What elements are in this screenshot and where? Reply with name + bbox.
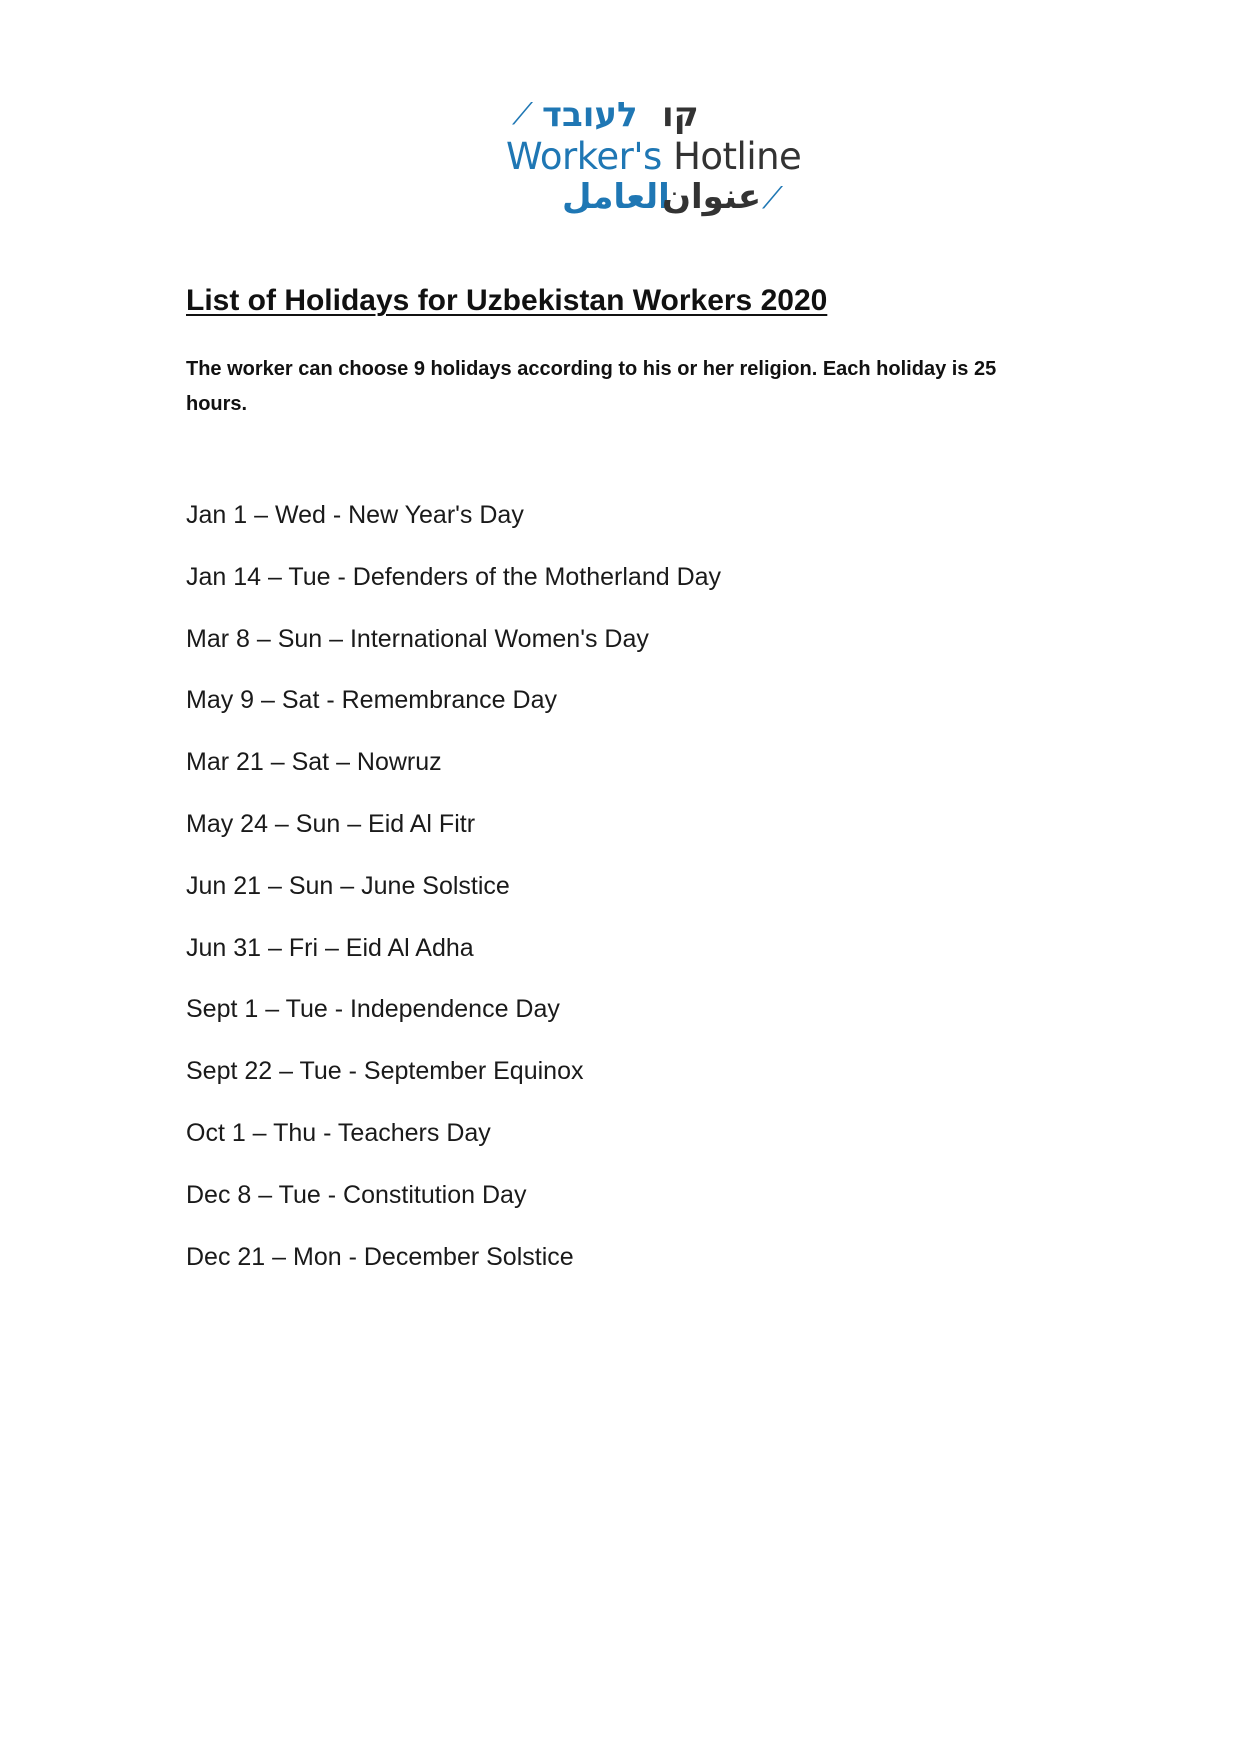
- holiday-item: May 9 – Sat - Remembrance Day: [186, 686, 557, 715]
- holiday-list: [186, 497, 721, 1300]
- logo-english-word-dark: Hotline: [673, 135, 802, 178]
- holiday-item: Dec 8 – Tue - Constitution Day: [186, 1180, 527, 1209]
- holiday-item: Mar 21 – Sat – Nowruz: [186, 748, 442, 777]
- holiday-item: Sept 22 – Tue - September Equinox: [186, 1057, 584, 1086]
- logo-arabic-word-blue: العامل: [562, 177, 670, 217]
- holiday-item: Oct 1 – Thu - Teachers Day: [186, 1118, 491, 1147]
- logo-hebrew-word-blue: לעובד: [542, 95, 638, 135]
- holiday-item: Dec 21 – Mon - December Solstice: [186, 1242, 574, 1271]
- holiday-item: Sept 1 – Tue - Independence Day: [186, 995, 560, 1024]
- holiday-item: May 24 – Sun – Eid Al Fitr: [186, 809, 476, 838]
- logo-hebrew-line: [512, 96, 702, 136]
- logo-hebrew-word-dark: קו: [662, 95, 699, 135]
- holiday-item: Jun 21 – Sun – June Solstice: [186, 871, 510, 900]
- holiday-item: Mar 8 – Sun – International Women's Day: [186, 624, 649, 653]
- logo-slash-mark: ⟋: [762, 181, 783, 216]
- holiday-item: Jan 14 – Tue - Defenders of the Motherland Day: [186, 562, 722, 591]
- logo-english-line: [506, 135, 802, 178]
- intro-paragraph: The worker can choose 9 holidays according to his or her religion. Each holiday is 25 hours.: [186, 358, 997, 415]
- holiday-item: Jan 1 – Wed - New Year's Day: [186, 501, 524, 529]
- logo-arabic-word-dark: عنوان: [662, 177, 762, 217]
- logo-english-word-blue: Worker's: [506, 135, 662, 178]
- logo-slash-mark: ⟋: [512, 97, 533, 132]
- workers-hotline-logo: [506, 95, 802, 221]
- holiday-item: Jun 31 – Fri – Eid Al Adha: [186, 933, 474, 962]
- document-title: List of Holidays for Uzbekistan Workers 2020: [186, 284, 828, 317]
- logo-arabic-line: [562, 177, 792, 220]
